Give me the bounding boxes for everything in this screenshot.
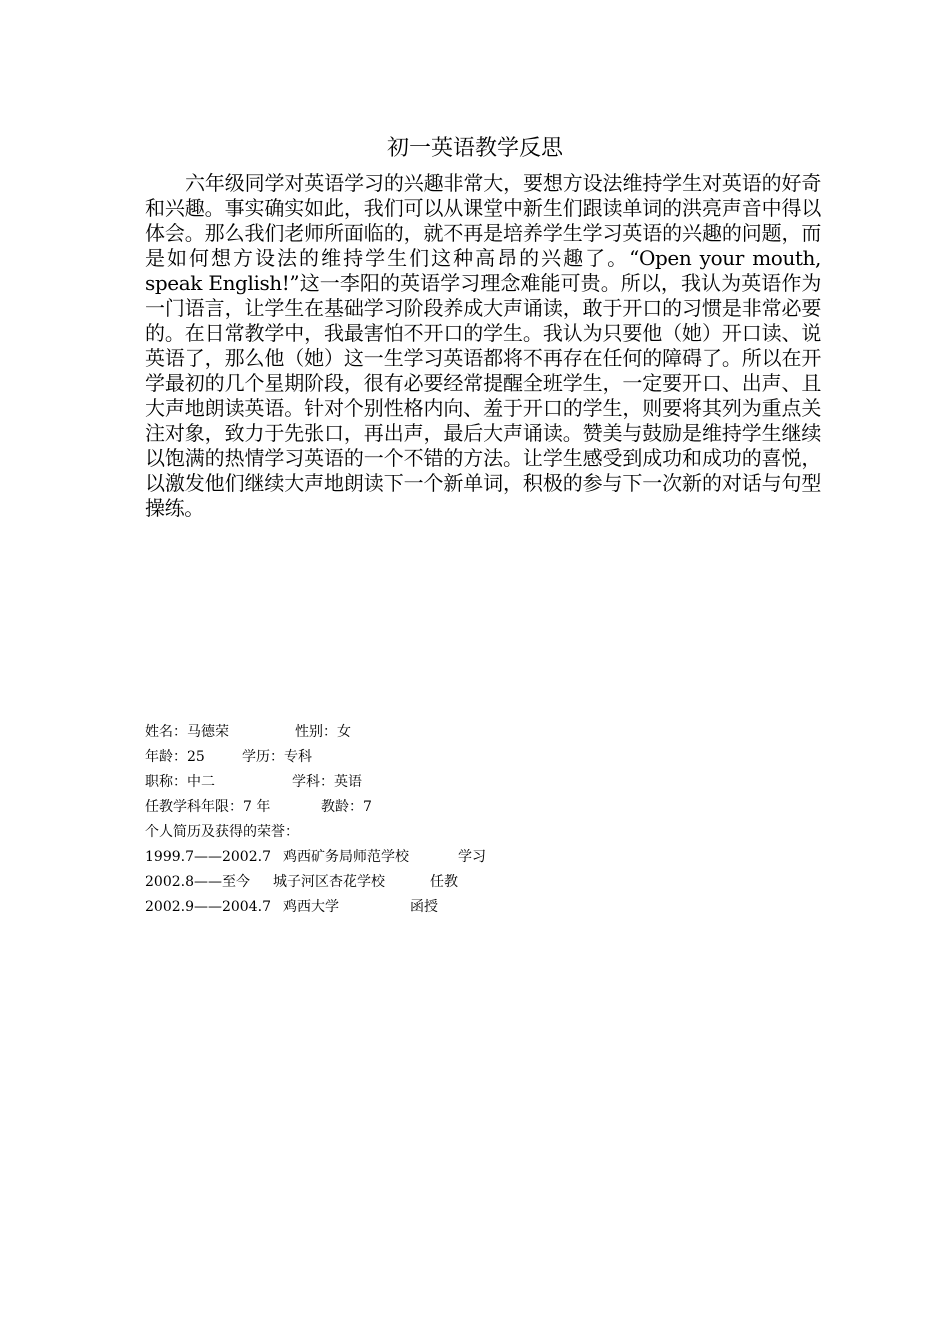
page-title: 初一英语教学反思 [386,136,563,161]
profile-title: 职称：中二 [145,774,215,790]
reflection-paragraph: 六年级同学对英语学习的兴趣非常大，要想方设法维持学生对英语的好奇和兴趣。事实确实如此，我们可以从课堂中新生们跟读单词的洪亮声音中得以体会。那么我们老师所面临的，就不再是培养学生学习英语的兴趣的问题，而是如何想方设法的维持学生们这种高昂的兴趣了。“Open your mouth, speak English!”这一李阳的英语学习理念难能可贵。所以，我认为英语作为一门语言，让学生在基础学习阶段养成大声诵读，敢于开口的习惯是非常必要的。在日常教学中，我最害怕不开口的学生。我认为只要他（她）开口读、说英语了，那么他（她）这一生学习英语都将不再存在任何的障碍了。所以在开学最初的几个星期阶段，很有必要经常提醒全班学生，一定要开口、出声、且大声地朗读英语。针对个别性格内向、羞于开口的学生，则要将其列为重点关注对象，致力于先张口，再出声，最后大声诵读。赞美与鼓励是维持学生继续以饱满的热情学习英语的一个不错的方法。让学生感受到成功和成功的喜悦，以激发他们继续大声地朗读下一个新单词，积极的参与下一次新的对话与句型操练。 [145,171,821,520]
profile-education: 学历：专科 [242,749,312,765]
profile-history-heading: 个人简历及获得的荣誉： [145,824,299,840]
profile-row-name-gender [145,720,745,745]
history-place: 城子河区杏花学校 [273,874,385,890]
profile-age: 年龄：25 [145,749,205,765]
history-role: 学习 [458,849,486,865]
history-role: 函授 [410,899,438,915]
history-row [145,870,745,895]
history-role: 任教 [430,874,458,890]
profile-row-years [145,795,745,820]
profile-row-age-education [145,745,745,770]
history-period: 2002.8——至今 [145,874,250,890]
profile-row-title-subject [145,770,745,795]
history-place: 鸡西矿务局师范学校 [283,849,409,865]
profile-name: 姓名：马德荣 [145,724,229,740]
profile-teaching-age: 教龄：7 [321,799,372,815]
history-place: 鸡西大学 [283,899,339,915]
profile-years-teaching-subject: 任教学科年限：7 年 [145,799,271,815]
history-row [145,895,745,920]
history-period: 2002.9——2004.7 [145,899,271,915]
profile-subject: 学科：英语 [292,774,362,790]
profile-info [145,720,745,920]
history-period: 1999.7——2002.7 [145,849,271,865]
profile-gender: 性别：女 [295,724,351,740]
history-row [145,845,745,870]
